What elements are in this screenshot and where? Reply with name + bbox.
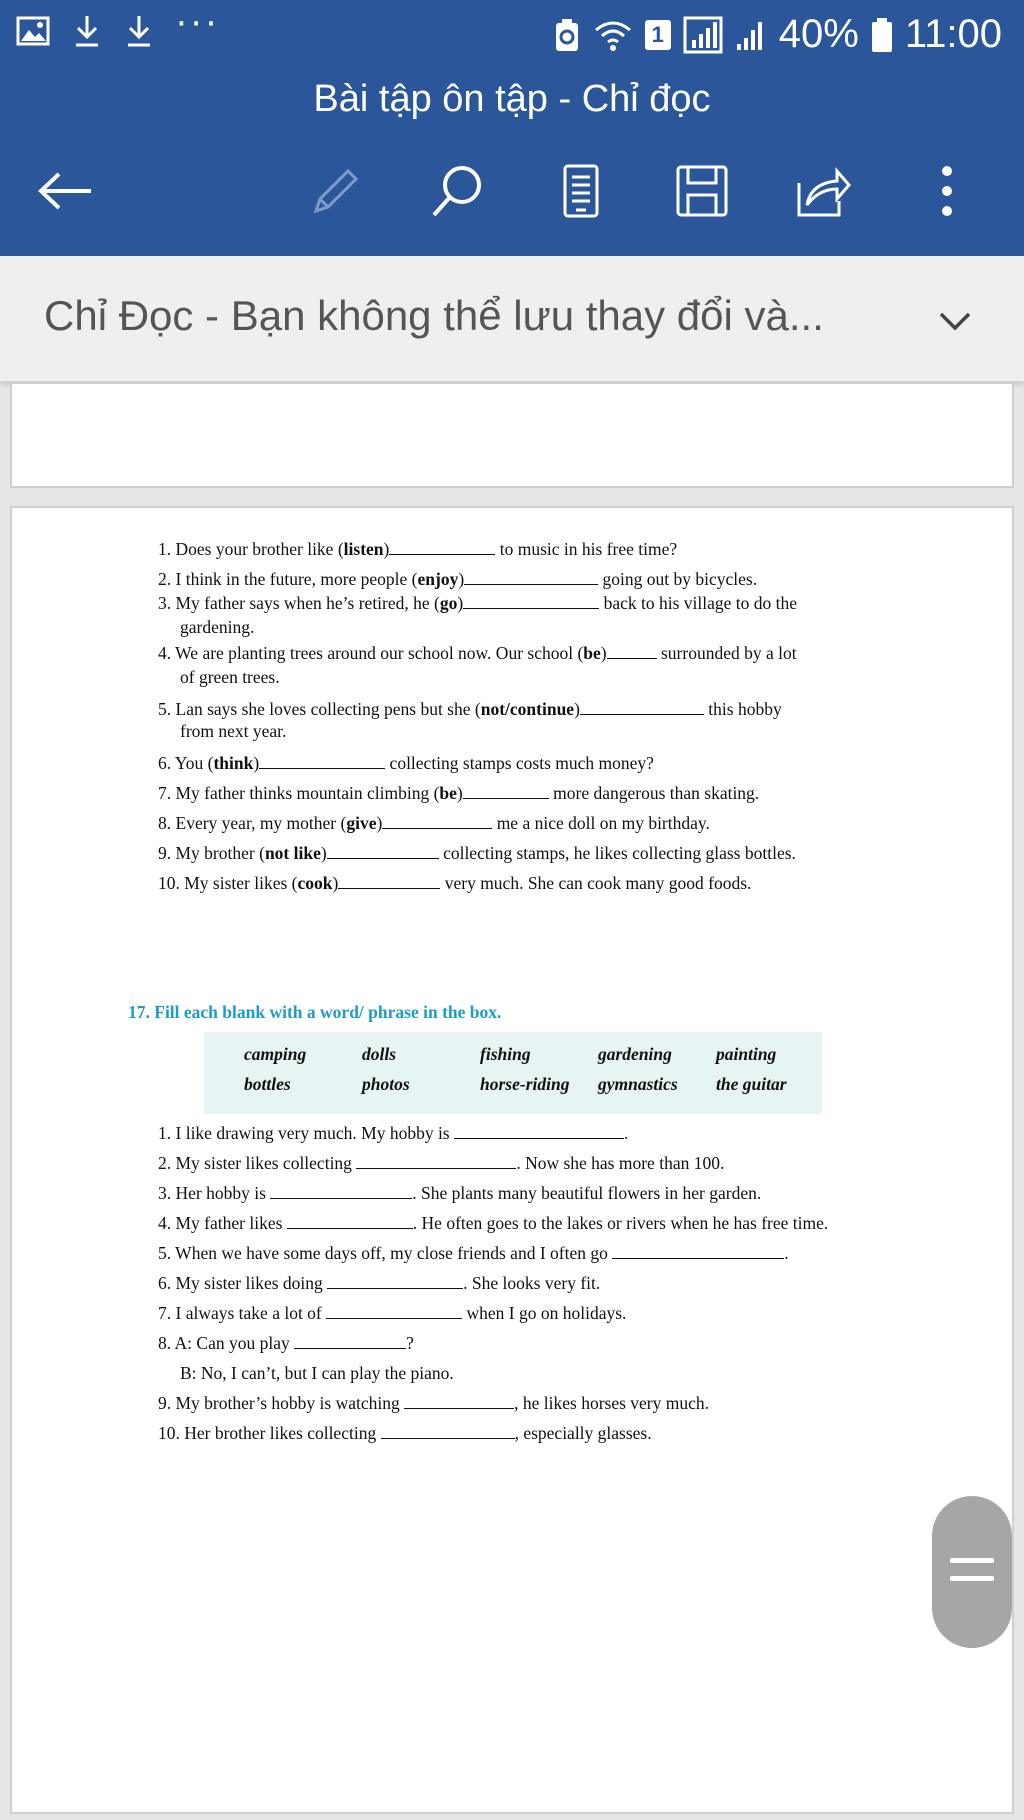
answer-blank bbox=[327, 1275, 463, 1289]
item-text: 10. Her brother likes collecting bbox=[158, 1423, 381, 1443]
answer-blank bbox=[287, 1215, 413, 1229]
answer-blank bbox=[356, 1155, 516, 1169]
exercise-17-item bbox=[158, 1332, 414, 1354]
item-text: ) bbox=[574, 699, 580, 719]
word-box-word: gardening bbox=[598, 1044, 672, 1064]
answer-blank bbox=[326, 1305, 462, 1319]
item-text: give bbox=[346, 813, 377, 833]
answer-blank bbox=[464, 571, 598, 585]
item-text: 6. My sister likes doing bbox=[158, 1273, 328, 1293]
battery-percent: 40% bbox=[778, 12, 859, 56]
item-text: ) bbox=[253, 753, 260, 773]
word-box-word: dolls bbox=[362, 1044, 397, 1064]
exercise-17-item bbox=[158, 1242, 789, 1264]
answer-blank bbox=[327, 845, 439, 859]
section-title: 17. Fill each blank with a word/ phrase in the box. bbox=[128, 1002, 502, 1022]
sim-indicator: 1 bbox=[645, 20, 671, 50]
answer-blank bbox=[270, 1185, 412, 1199]
exercise-16-item bbox=[158, 842, 796, 864]
save-icon bbox=[674, 163, 730, 219]
exercise-17-item bbox=[158, 1182, 761, 1204]
item-text: . She looks very fit. bbox=[463, 1273, 601, 1293]
answer-blank bbox=[454, 1125, 624, 1139]
word-box bbox=[204, 1032, 822, 1114]
item-continuation: from next year. bbox=[180, 721, 287, 741]
download-icon bbox=[72, 14, 102, 48]
document-title: Bài tập ôn tập - Chỉ đọc bbox=[313, 78, 711, 120]
answer-blank bbox=[294, 1335, 406, 1349]
item-text: go bbox=[439, 593, 458, 613]
item-text: surrounded by a lot bbox=[656, 643, 797, 663]
mobile-view-icon bbox=[561, 163, 601, 219]
item-text: be bbox=[583, 643, 601, 663]
item-text: ) bbox=[320, 843, 327, 863]
answer-blank bbox=[382, 815, 492, 829]
item-text: going out by bicycles. bbox=[598, 569, 758, 589]
grip-line bbox=[950, 1558, 994, 1563]
answer-blank bbox=[607, 645, 657, 659]
item-text: 2. My sister likes collecting bbox=[158, 1153, 357, 1173]
download-icon-2 bbox=[124, 14, 154, 48]
item-text: 5. When we have some days off, my close friends and I often go bbox=[158, 1243, 613, 1263]
word-box-word: horse-riding bbox=[480, 1074, 570, 1094]
item-text: . bbox=[624, 1123, 629, 1143]
item-text: . She plants many beautiful flowers in her garden. bbox=[412, 1183, 762, 1203]
answer-blank bbox=[580, 701, 704, 715]
exercise-17-item bbox=[158, 1272, 600, 1294]
item-text: when I go on holidays. bbox=[462, 1303, 627, 1323]
answer-blank bbox=[612, 1245, 784, 1259]
item-text: B: No, I can’t, but I can play the piano. bbox=[180, 1363, 454, 1383]
item-text: 7. My father thinks mountain climbing ( bbox=[158, 783, 440, 803]
app-bar bbox=[0, 0, 1024, 256]
item-text: collecting stamps, he likes collecting glass bottles. bbox=[438, 843, 796, 863]
answer-blank bbox=[389, 541, 495, 555]
item-text: ) bbox=[376, 813, 383, 833]
item-text: 4. We are planting trees around our school now. Our school ( bbox=[158, 643, 584, 663]
word-box-word: bottles bbox=[244, 1074, 291, 1094]
item-text: . bbox=[784, 1243, 789, 1263]
more-notifications-icon: ··· bbox=[176, 4, 221, 44]
item-text: 7. I always take a lot of bbox=[158, 1303, 327, 1323]
item-text: ) bbox=[383, 539, 390, 559]
word-box-word: fishing bbox=[480, 1044, 531, 1064]
expand-banner-button[interactable] bbox=[934, 300, 976, 342]
exercise-17-item bbox=[158, 1392, 709, 1414]
answer-blank bbox=[463, 785, 549, 799]
item-text: . He often goes to the lakes or rivers when he has free time. bbox=[412, 1213, 829, 1233]
share-button[interactable] bbox=[788, 156, 858, 226]
item-text: ) bbox=[458, 569, 465, 589]
save-button[interactable] bbox=[667, 156, 737, 226]
reading-view-button[interactable] bbox=[546, 156, 616, 226]
exercise-17-item bbox=[158, 1212, 828, 1234]
signal-icon bbox=[683, 16, 723, 54]
exercise-16-item bbox=[158, 752, 654, 774]
answer-blank bbox=[338, 875, 440, 889]
answer-blank bbox=[381, 1425, 515, 1439]
exercise-17-item bbox=[158, 1122, 628, 1144]
more-options-button[interactable] bbox=[912, 156, 982, 226]
item-text: 8. A: Can you play bbox=[158, 1333, 295, 1353]
item-text: be bbox=[439, 783, 457, 803]
item-text: collecting stamps costs much money? bbox=[385, 753, 654, 773]
item-text: back to his village to do the bbox=[599, 593, 797, 613]
answer-blank bbox=[463, 595, 599, 609]
exercise-16-item bbox=[158, 698, 782, 720]
item-text: 1. I like drawing very much. My hobby is bbox=[158, 1123, 454, 1143]
grip-line bbox=[950, 1576, 994, 1581]
share-icon bbox=[793, 163, 853, 219]
battery-saver-icon bbox=[553, 17, 581, 53]
item-text: 3. Her hobby is bbox=[158, 1183, 271, 1203]
item-text: 2. I think in the future, more people ( bbox=[158, 569, 418, 589]
gallery-notification-icon bbox=[16, 16, 50, 46]
read-only-message: Chỉ Đọc - Bạn không thể lưu thay đổi và... bbox=[44, 292, 824, 339]
item-text: more dangerous than skating. bbox=[548, 783, 760, 803]
answer-blank bbox=[404, 1395, 514, 1409]
item-text: very much. She can cook many good foods. bbox=[440, 873, 752, 893]
item-text: 5. Lan says she loves collecting pens but she ( bbox=[158, 699, 481, 719]
item-text: ) bbox=[456, 783, 463, 803]
pencil-icon bbox=[308, 163, 364, 219]
read-only-banner[interactable] bbox=[0, 256, 1024, 382]
item-text: think bbox=[213, 753, 254, 773]
exercise-16-item bbox=[158, 568, 757, 590]
item-continuation: gardening. bbox=[180, 617, 255, 637]
item-text: 4. My father likes bbox=[158, 1213, 287, 1233]
search-button[interactable] bbox=[423, 156, 493, 226]
item-text: to music in his free time? bbox=[495, 539, 678, 559]
word-box-word: camping bbox=[244, 1044, 307, 1064]
wifi-icon bbox=[593, 18, 633, 52]
word-box-word: the guitar bbox=[716, 1074, 787, 1094]
exercise-17-item bbox=[158, 1152, 724, 1174]
back-button[interactable] bbox=[30, 156, 100, 226]
exercise-16-item bbox=[158, 872, 751, 894]
item-text: ) bbox=[600, 643, 607, 663]
item-text: ) bbox=[332, 873, 339, 893]
answer-blank bbox=[259, 755, 385, 769]
exercise-16-item bbox=[158, 592, 797, 614]
item-text: ) bbox=[457, 593, 464, 613]
item-text: listen bbox=[343, 539, 384, 559]
item-text: me a nice doll on my birthday. bbox=[492, 813, 710, 833]
signal-icon-2 bbox=[735, 18, 767, 52]
exercise-16-item bbox=[158, 642, 797, 664]
item-text: not/continue bbox=[480, 699, 575, 719]
item-text: 9. My brother’s hobby is watching bbox=[158, 1393, 405, 1413]
exercise-16-item bbox=[158, 782, 759, 804]
item-text: 9. My brother ( bbox=[158, 843, 265, 863]
exercise-16-item bbox=[158, 538, 677, 560]
item-text: 3. My father says when he’s retired, he ( bbox=[158, 593, 440, 613]
more-vertical-icon bbox=[937, 163, 957, 219]
item-text: , he likes horses very much. bbox=[514, 1393, 710, 1413]
document-page bbox=[10, 506, 1014, 1814]
toolbar bbox=[0, 150, 1024, 230]
back-arrow-icon bbox=[37, 171, 93, 211]
chevron-down-icon bbox=[938, 311, 972, 331]
word-box-word: gymnastics bbox=[598, 1074, 678, 1094]
status-bar bbox=[0, 0, 1024, 72]
item-text: not like bbox=[264, 843, 321, 863]
word-box-word: photos bbox=[362, 1074, 410, 1094]
word-box-word: painting bbox=[716, 1044, 777, 1064]
exercise-17-item bbox=[158, 1422, 652, 1444]
item-text: 8. Every year, my mother ( bbox=[158, 813, 347, 833]
clock: 11:00 bbox=[904, 12, 1002, 56]
item-text: ? bbox=[406, 1333, 414, 1353]
item-text: enjoy bbox=[417, 569, 459, 589]
item-text: 1. Does your brother like ( bbox=[158, 539, 344, 559]
item-text: 10. My sister likes ( bbox=[158, 873, 298, 893]
edit-button[interactable] bbox=[301, 156, 371, 226]
item-text: . Now she has more than 100. bbox=[516, 1153, 725, 1173]
exercise-17-item bbox=[180, 1362, 454, 1384]
battery-icon bbox=[871, 17, 893, 53]
item-text: this hobby bbox=[703, 699, 782, 719]
item-continuation: of green trees. bbox=[180, 667, 280, 687]
exercise-16-item bbox=[158, 812, 710, 834]
item-text: 6. You ( bbox=[158, 753, 214, 773]
exercise-17-item bbox=[158, 1302, 626, 1324]
item-text: cook bbox=[297, 873, 333, 893]
item-text: , especially glasses. bbox=[514, 1423, 652, 1443]
scroll-handle[interactable] bbox=[932, 1496, 1012, 1648]
search-icon bbox=[428, 161, 488, 221]
document-page-previous bbox=[10, 384, 1014, 488]
